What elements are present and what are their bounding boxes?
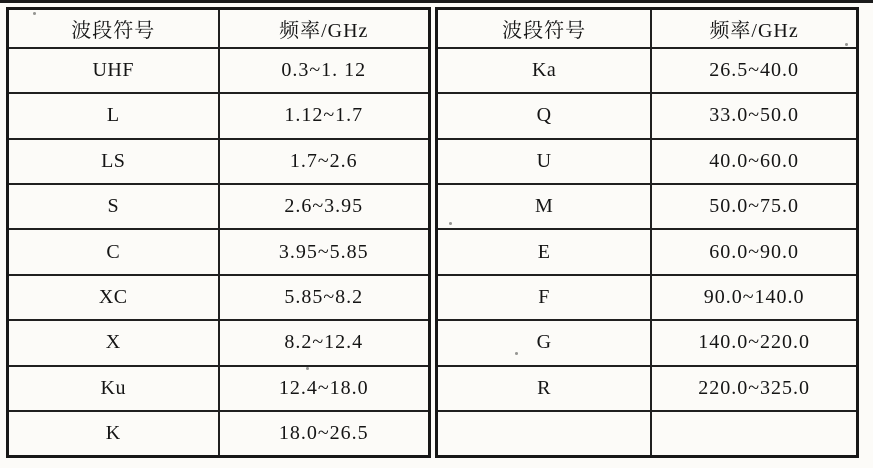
band-symbol-cell <box>437 411 652 457</box>
scan-speckle <box>845 43 848 46</box>
frequency-range-cell: 8.2~12.4 <box>219 320 430 365</box>
band-symbol-column-header: 波段符号 <box>8 9 219 48</box>
table-row <box>8 139 430 184</box>
frequency-range-cell: 90.0~140.0 <box>651 275 857 320</box>
frequency-range-cell: 140.0~220.0 <box>651 320 857 365</box>
scan-speckle <box>306 367 309 370</box>
scan-speckle <box>33 12 36 15</box>
frequency-range-cell: 60.0~90.0 <box>651 229 857 274</box>
frequency-range-cell: 50.0~75.0 <box>651 184 857 229</box>
band-symbol-cell: L <box>8 93 219 138</box>
table-row <box>437 275 858 320</box>
band-symbol-cell: LS <box>8 139 219 184</box>
frequency-range-cell: 3.95~5.85 <box>219 229 430 274</box>
band-symbol-cell: E <box>437 229 652 274</box>
table-row <box>8 48 430 93</box>
frequency-column-header: 频率/GHz <box>651 9 857 48</box>
table-row <box>437 320 858 365</box>
frequency-range-cell: 33.0~50.0 <box>651 93 857 138</box>
table-row <box>437 366 858 411</box>
band-table-right <box>435 7 859 458</box>
band-symbol-cell: S <box>8 184 219 229</box>
table-row <box>8 366 430 411</box>
band-symbol-cell: K <box>8 411 219 457</box>
band-symbol-cell: XC <box>8 275 219 320</box>
table-header-row <box>8 9 430 48</box>
band-symbol-cell: F <box>437 275 652 320</box>
table-header-row <box>437 9 858 48</box>
band-symbol-column-header: 波段符号 <box>437 9 652 48</box>
table-row <box>437 139 858 184</box>
frequency-column-header: 频率/GHz <box>219 9 430 48</box>
frequency-range-cell: 5.85~8.2 <box>219 275 430 320</box>
page-top-rule <box>0 0 873 3</box>
band-symbol-cell: Ku <box>8 366 219 411</box>
table-row <box>8 320 430 365</box>
table-row <box>8 275 430 320</box>
table-row <box>8 229 430 274</box>
frequency-range-cell <box>651 411 857 457</box>
band-symbol-cell: UHF <box>8 48 219 93</box>
table-row <box>437 48 858 93</box>
band-table-left <box>6 7 431 458</box>
scan-speckle <box>449 222 452 225</box>
band-symbol-cell: M <box>437 184 652 229</box>
table-row <box>437 93 858 138</box>
frequency-range-cell: 1.12~1.7 <box>219 93 430 138</box>
table-row <box>437 411 858 457</box>
table-row <box>437 184 858 229</box>
table-row <box>437 229 858 274</box>
frequency-range-cell: 220.0~325.0 <box>651 366 857 411</box>
scan-speckle <box>515 352 518 355</box>
band-symbol-cell: G <box>437 320 652 365</box>
band-symbol-cell: R <box>437 366 652 411</box>
frequency-range-cell: 0.3~1. 12 <box>219 48 430 93</box>
band-symbol-cell: Q <box>437 93 652 138</box>
frequency-range-cell: 2.6~3.95 <box>219 184 430 229</box>
frequency-range-cell: 26.5~40.0 <box>651 48 857 93</box>
table-row <box>8 184 430 229</box>
band-symbol-cell: U <box>437 139 652 184</box>
band-tables-container <box>6 7 859 458</box>
table-row <box>8 93 430 138</box>
band-symbol-cell: X <box>8 320 219 365</box>
band-symbol-cell: C <box>8 229 219 274</box>
frequency-range-cell: 12.4~18.0 <box>219 366 430 411</box>
frequency-range-cell: 18.0~26.5 <box>219 411 430 457</box>
frequency-range-cell: 40.0~60.0 <box>651 139 857 184</box>
band-symbol-cell: Ka <box>437 48 652 93</box>
frequency-range-cell: 1.7~2.6 <box>219 139 430 184</box>
table-row <box>8 411 430 457</box>
